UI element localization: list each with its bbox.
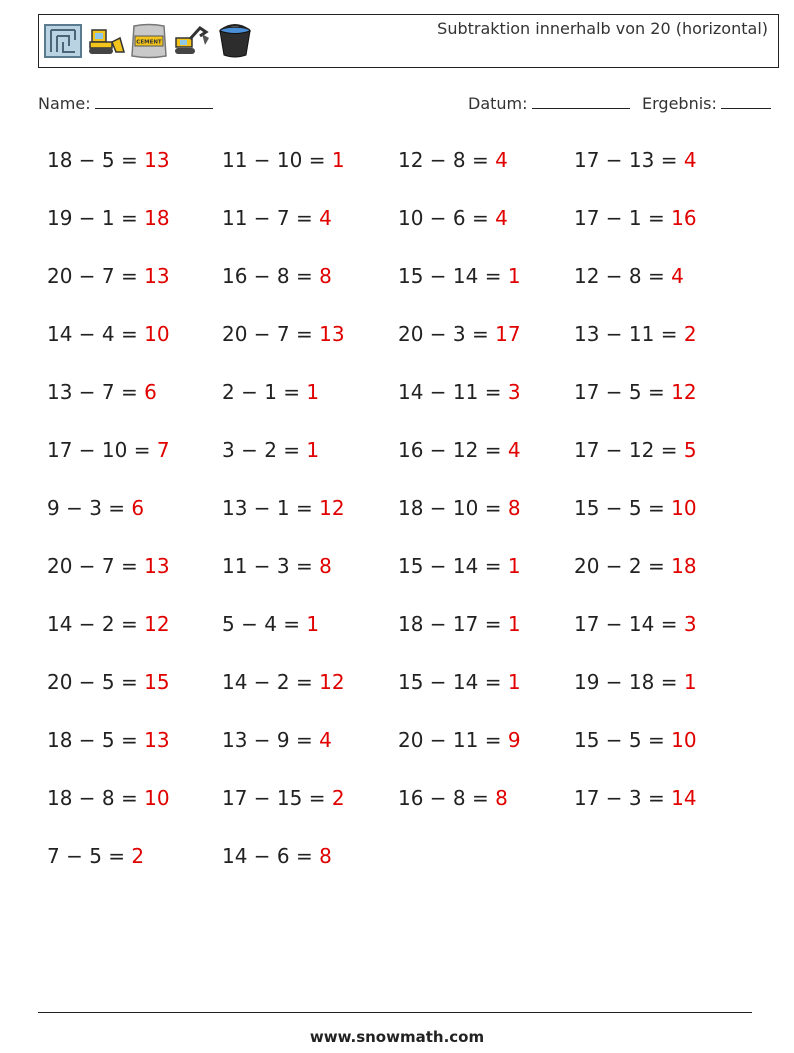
problem-expression: 10 − 6 = [398,206,496,230]
problem-expression: 18 − 8 = [47,786,145,810]
problem-expression: 12 − 8 = [574,264,672,288]
problem-item [222,438,319,462]
date-field [468,94,630,113]
problem-answer: 6 [131,496,145,520]
problem-answer: 18 [144,206,170,230]
problem-item [398,438,521,462]
problem-item [574,438,697,462]
problem-expression: 20 − 5 = [47,670,145,694]
footer-url: www.snowmath.com [309,1028,485,1046]
problem-expression: 12 − 8 = [398,148,496,172]
problem-answer: 4 [495,148,508,172]
problem-expression: 20 − 3 = [398,322,496,346]
problem-answer: 1 [331,148,345,172]
problem-item [574,380,697,404]
problem-expression: 20 − 7 = [47,264,145,288]
problem-answer: 8 [319,264,332,288]
problem-item [574,670,697,694]
problem-item [222,786,345,810]
problem-expression: 20 − 2 = [574,554,672,578]
problem-item [222,496,345,520]
problem-answer: 4 [683,148,697,172]
problem-item [574,786,697,810]
date-blank-line [532,94,630,109]
problem-answer: 6 [144,380,157,404]
problem-answer: 8 [507,496,521,520]
problem-expression: 16 − 12 = [398,438,508,462]
problem-expression: 13 − 9 = [222,728,320,752]
problem-item [222,380,319,404]
problem-expression: 16 − 8 = [222,264,320,288]
bucket-icon [215,22,255,60]
problem-answer: 3 [507,380,521,404]
problem-answer: 12 [671,380,697,404]
problem-expression: 11 − 7 = [222,206,320,230]
problem-item [222,554,332,578]
problem-answer: 1 [507,554,521,578]
problem-answer: 13 [144,264,170,288]
problem-expression: 15 − 5 = [574,728,672,752]
problem-expression: 11 − 10 = [222,148,332,172]
problem-answer: 1 [507,670,521,694]
result-blank-line [721,94,771,109]
problem-item [47,844,144,868]
problem-answer: 4 [507,438,521,462]
problem-expression: 19 − 1 = [47,206,145,230]
name-label: Name: [38,94,91,113]
problem-expression: 19 − 18 = [574,670,684,694]
problem-expression: 5 − 4 = [222,612,307,636]
problem-answer: 5 [683,438,697,462]
problem-expression: 13 − 11 = [574,322,684,346]
problem-answer: 10 [671,496,697,520]
problem-answer: 1 [306,612,320,636]
problem-item [222,844,332,868]
problem-answer: 16 [671,206,697,230]
problem-item [398,496,521,520]
problem-item [574,322,697,346]
problem-answer: 4 [319,728,332,752]
problem-item [398,786,508,810]
footer-divider [38,1012,752,1013]
problem-answer: 7 [156,438,170,462]
problem-answer: 8 [319,554,332,578]
problem-item [222,322,345,346]
problem-item [222,148,345,172]
problem-expression: 17 − 1 = [574,206,672,230]
problem-expression: 13 − 1 = [222,496,320,520]
problem-answer: 10 [671,728,697,752]
problem-expression: 20 − 7 = [47,554,145,578]
problem-answer: 1 [507,612,521,636]
problem-expression: 3 − 2 = [222,438,307,462]
problem-item [47,380,157,404]
problem-item [222,612,319,636]
problem-item [47,786,170,810]
problem-expression: 18 − 5 = [47,728,145,752]
problem-item [398,670,521,694]
problem-item [47,264,170,288]
problem-item [222,206,332,230]
header-icons [43,22,255,60]
problem-answer: 4 [671,264,684,288]
problem-answer: 9 [507,728,521,752]
problem-answer: 1 [683,670,697,694]
problem-answer: 12 [144,612,170,636]
problem-item [398,728,521,752]
problem-expression: 20 − 11 = [398,728,508,752]
problem-answer: 13 [144,554,170,578]
problem-expression: 20 − 7 = [222,322,320,346]
problem-item [398,206,508,230]
problem-answer: 1 [306,438,320,462]
problem-expression: 2 − 1 = [222,380,307,404]
worksheet-header [38,14,779,68]
problem-item [398,322,521,346]
problem-item [574,728,697,752]
excavator-icon [172,22,212,60]
problem-item [574,496,697,520]
problem-item [574,612,697,636]
problem-expression: 14 − 6 = [222,844,320,868]
problem-answer: 12 [319,496,345,520]
result-field [642,94,771,113]
problem-item [398,148,508,172]
problem-item [47,438,170,462]
problem-item [47,728,170,752]
problem-expression: 17 − 14 = [574,612,684,636]
problem-answer: 12 [319,670,345,694]
bulldozer-icon [86,22,126,60]
problem-answer: 13 [144,728,170,752]
problem-expression: 17 − 15 = [222,786,332,810]
problem-expression: 15 − 14 = [398,264,508,288]
problem-expression: 7 − 5 = [47,844,132,868]
problem-answer: 13 [319,322,345,346]
problem-expression: 15 − 14 = [398,554,508,578]
problem-answer: 18 [671,554,697,578]
problem-expression: 14 − 2 = [47,612,145,636]
problem-answer: 10 [144,322,170,346]
problem-expression: 17 − 5 = [574,380,672,404]
problem-item [47,148,170,172]
problem-expression: 17 − 12 = [574,438,684,462]
problem-answer: 8 [319,844,332,868]
problem-answer: 14 [671,786,697,810]
problem-expression: 14 − 4 = [47,322,145,346]
problem-item [574,148,697,172]
problem-expression: 18 − 5 = [47,148,145,172]
problem-expression: 18 − 17 = [398,612,508,636]
problem-item [47,496,144,520]
problem-answer: 1 [507,264,521,288]
problem-item [398,554,521,578]
problem-answer: 13 [144,148,170,172]
problem-item [398,264,521,288]
cement-label: CEMENT [136,39,162,46]
problem-expression: 17 − 3 = [574,786,672,810]
problem-item [47,206,170,230]
worksheet-title: Subtraktion innerhalb von 20 (horizontal) [437,19,768,38]
problem-answer: 2 [331,786,345,810]
problem-item [398,380,521,404]
problem-expression: 15 − 5 = [574,496,672,520]
problem-expression: 18 − 10 = [398,496,508,520]
problem-expression: 9 − 3 = [47,496,132,520]
problem-item [47,322,170,346]
problem-expression: 14 − 2 = [222,670,320,694]
problem-expression: 11 − 3 = [222,554,320,578]
problem-item [222,670,345,694]
problem-expression: 14 − 11 = [398,380,508,404]
problem-item [574,264,684,288]
problem-expression: 16 − 8 = [398,786,496,810]
problem-item [47,670,170,694]
problem-answer: 2 [131,844,145,868]
problem-expression: 17 − 10 = [47,438,157,462]
cement-bag-icon [129,22,169,60]
problem-item [398,612,521,636]
date-label: Datum: [468,94,528,113]
problem-expression: 17 − 13 = [574,148,684,172]
problem-item [574,206,697,230]
problem-answer: 17 [495,322,521,346]
problem-answer: 10 [144,786,170,810]
problem-item [222,728,332,752]
problem-answer: 4 [495,206,508,230]
name-field [38,94,213,113]
problem-answer: 1 [306,380,320,404]
problem-answer: 15 [144,670,170,694]
name-blank-line [95,94,213,109]
problem-expression: 13 − 7 = [47,380,145,404]
problem-item [47,554,170,578]
problem-answer: 3 [683,612,697,636]
problem-answer: 8 [495,786,508,810]
problem-answer: 2 [683,322,697,346]
maze-icon [43,22,83,60]
problem-answer: 4 [319,206,332,230]
result-label: Ergebnis: [642,94,717,113]
problem-item [47,612,170,636]
problem-item [222,264,332,288]
problem-item [574,554,697,578]
problem-expression: 15 − 14 = [398,670,508,694]
